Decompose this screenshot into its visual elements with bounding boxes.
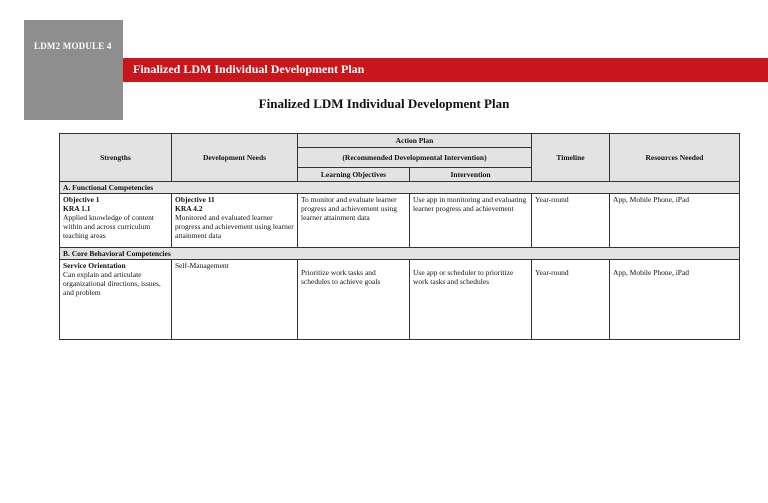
need-kra: KRA 4.2 xyxy=(175,204,203,213)
module-label: LDM2 MODULE 4 xyxy=(34,41,112,51)
learning-objective-cell xyxy=(298,260,410,340)
need-objective: Objective 11 xyxy=(175,195,215,204)
resources-cell xyxy=(610,260,740,340)
intervention-cell: Use app in monitoring and evaluating learner progress and achievement xyxy=(410,194,532,248)
resources-cell: App, Mobile Phone, iPad xyxy=(610,194,740,248)
document-title: Finalized LDM Individual Development Plan xyxy=(258,96,510,111)
strength-cell xyxy=(60,260,172,340)
table-row xyxy=(60,260,740,340)
strength-cell xyxy=(60,194,172,248)
timeline-cell: Year-round xyxy=(532,194,610,248)
section-core-behavioral: B. Core Behavioral Competencies xyxy=(60,248,740,260)
table-row xyxy=(60,194,740,248)
timeline-cell xyxy=(532,260,610,340)
learning-objective-text: Prioritize work tasks and schedules to achieve goals xyxy=(301,268,381,286)
header-timeline: Timeline xyxy=(532,134,610,182)
section-functional: A. Functional Competencies xyxy=(60,182,740,194)
learning-objective-cell: To monitor and evaluate learner progress and achievement using learner attainment data xyxy=(298,194,410,248)
header-intervention: Intervention xyxy=(410,168,532,182)
need-text: Monitored and evaluated learner progress and achievement using learner attainment data xyxy=(175,213,294,240)
header-development-needs: Development Needs xyxy=(172,134,298,182)
need-cell: Self-Management xyxy=(172,260,298,340)
header-strengths: Strengths xyxy=(60,134,172,182)
header-resources: Resources Needed xyxy=(610,134,740,182)
intervention-cell xyxy=(410,260,532,340)
timeline-text: Year-round xyxy=(535,268,569,277)
resources-text: App, Mobile Phone, iPad xyxy=(613,268,690,277)
banner-bar xyxy=(123,58,768,82)
header-learning-objectives: Learning Objectives xyxy=(298,168,410,182)
strength-objective: Objective 1 xyxy=(63,195,100,204)
need-cell xyxy=(172,194,298,248)
banner-title: Finalized LDM Individual Development Plan xyxy=(133,62,365,76)
strength-text: Can explain and articulate organizational directions, issues, and problem xyxy=(63,270,161,297)
strength-heading: Service Orientation xyxy=(63,261,126,270)
intervention-text: Use app or scheduler to prioritize work tasks and schedules xyxy=(413,268,514,286)
strength-text: Applied knowledge of content within and across curriculum teaching areas xyxy=(63,213,155,240)
header-recommended: (Recommended Developmental Intervention) xyxy=(298,148,532,168)
strength-kra: KRA 1.1 xyxy=(63,204,91,213)
development-plan-table xyxy=(59,133,740,340)
header-action-plan: Action Plan xyxy=(298,134,532,148)
